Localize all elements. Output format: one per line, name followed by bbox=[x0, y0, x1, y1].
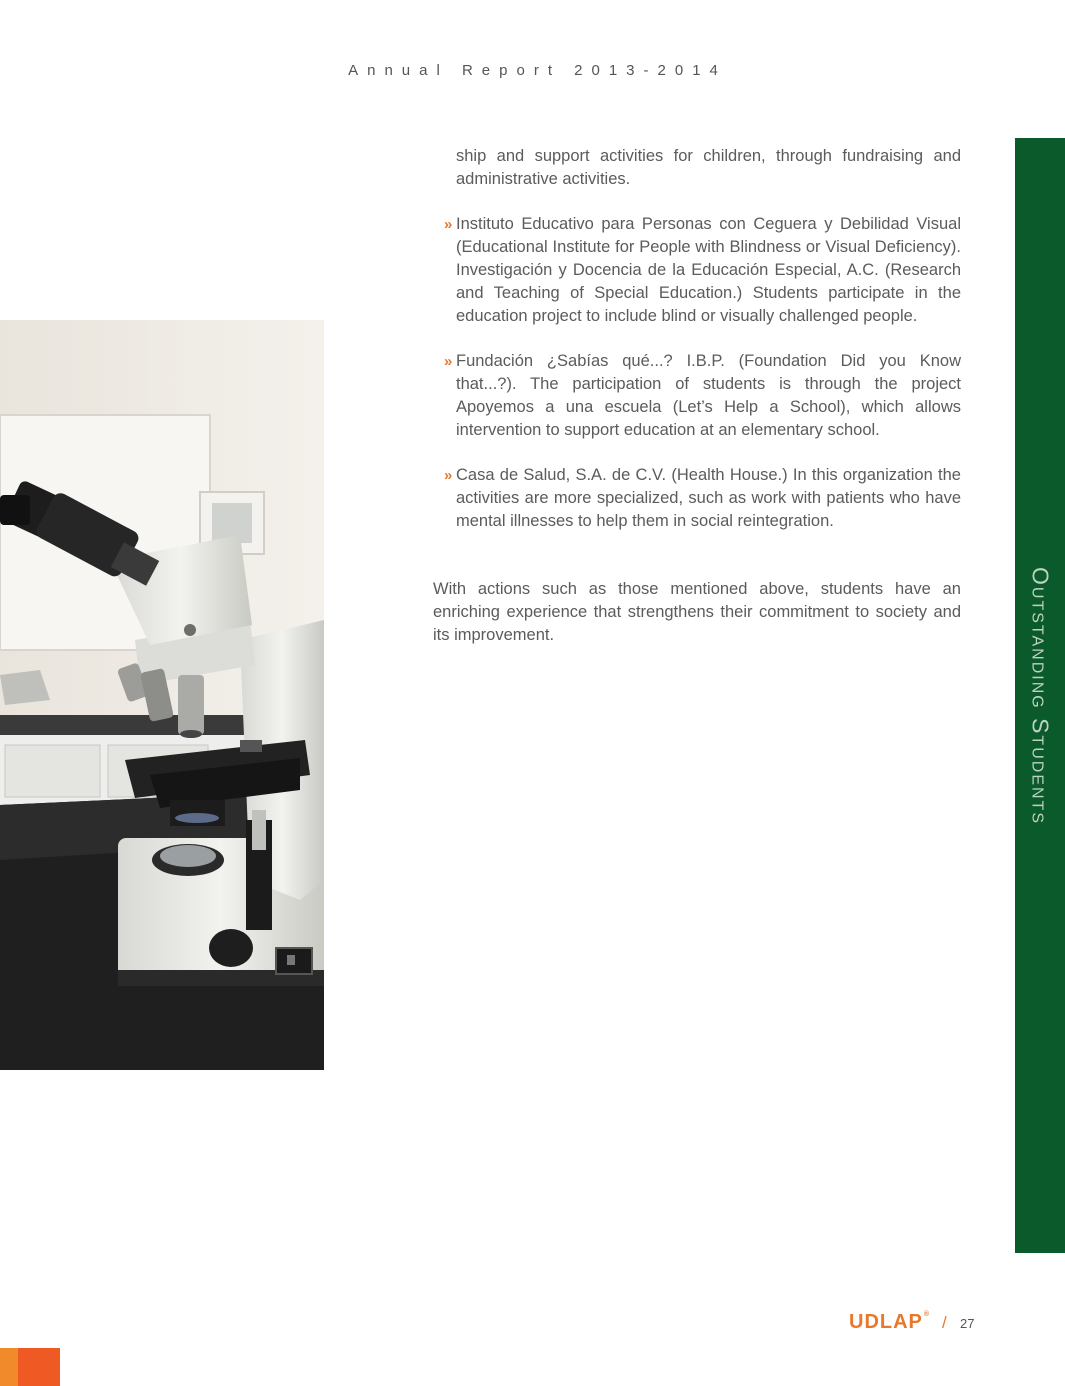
microscope-photo bbox=[0, 320, 324, 1070]
section-tab bbox=[1015, 138, 1065, 1253]
udlap-logo bbox=[849, 1311, 930, 1334]
list-item-text: Instituto Educativo para Personas con Ceguera y Debilidad Visual (Educational Institute for People with Blindness or Visual Deficiency). Investigación y Docencia de la Educación Especial, A.C. (Research and Teaching of Special Education.) Students participate in the education project to include blind or visually challenged people. bbox=[456, 215, 961, 325]
list-item-text: Casa de Salud, S.A. de C.V. (Health House.) In this organization the activities are more specialized, such as work with patients who have mental illnesses to help them in social reintegration. bbox=[456, 466, 961, 530]
logo-text: UDLAP bbox=[849, 1311, 923, 1333]
list-item-text: Fundación ¿Sabías qué...? I.B.P. (Foundation Did you Know that...?). The participation of students is through the project Apoyemos a una escuela (Let’s Help a School), which allows intervention to support education at an elementary school. bbox=[456, 352, 961, 439]
body-text bbox=[433, 145, 961, 647]
section-tab-label: Outstanding Students bbox=[1027, 566, 1054, 825]
page-number: 27 bbox=[960, 1316, 975, 1331]
bullet-marker: » bbox=[444, 216, 453, 233]
report-title: Annual Report 2013-2014 bbox=[348, 62, 727, 79]
continuation-paragraph: ship and support activities for children, through fundraising and administrative activities. bbox=[456, 147, 961, 188]
list-item bbox=[433, 350, 961, 442]
list-item bbox=[433, 213, 961, 328]
running-header bbox=[0, 62, 1065, 79]
footer-separator: / bbox=[942, 1313, 947, 1332]
registered-mark: ® bbox=[923, 1311, 931, 1318]
list-item bbox=[433, 464, 961, 533]
corner-accent bbox=[0, 1348, 60, 1386]
bullet-marker: » bbox=[444, 467, 453, 484]
closing-paragraph: With actions such as those mentioned above, students have an enriching experience that strengthens their commitment to society and its improvement. bbox=[433, 580, 961, 644]
bullet-marker: » bbox=[444, 353, 453, 370]
